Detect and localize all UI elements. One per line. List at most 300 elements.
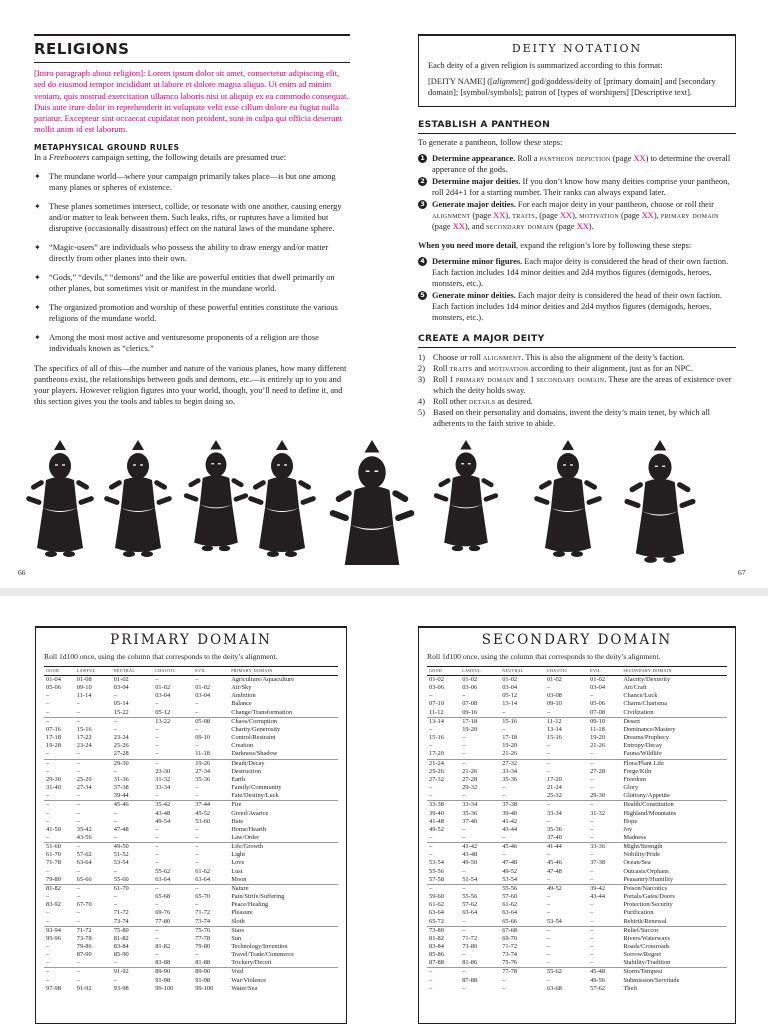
domain-cell: Sloth bbox=[231, 917, 245, 925]
roll-range-cell: 65-66 bbox=[502, 917, 518, 925]
page-title: RELIGIONS bbox=[34, 34, 350, 63]
roll-range-cell: – bbox=[590, 784, 594, 792]
roll-range-cell: 49-52 bbox=[545, 884, 588, 893]
major-step-1: 1) Choose or roll alignment. This is also the alignment of the deity’s faction. bbox=[418, 353, 685, 362]
roll-range-cell: 81-86 bbox=[462, 959, 478, 967]
roll-range-cell: 27-28 bbox=[462, 775, 478, 783]
table-row bbox=[427, 959, 727, 968]
roll-range-cell: 19-20 bbox=[590, 734, 606, 742]
roll-range-cell: – bbox=[462, 750, 466, 758]
roll-range-cell: 81-82 bbox=[44, 884, 75, 893]
roll-range-cell: 25-32 bbox=[546, 792, 562, 800]
roll-range-cell: 35-36 bbox=[502, 775, 518, 783]
roll-range-cell: – bbox=[153, 884, 193, 893]
roll-range-cell: 63-64 bbox=[429, 909, 444, 917]
deity-notation-box bbox=[418, 34, 736, 107]
roll-range-cell: – bbox=[429, 692, 433, 700]
roll-range-cell: – bbox=[155, 825, 159, 833]
roll-range-cell: 01-02 bbox=[502, 676, 518, 683]
roll-range-cell: – bbox=[44, 759, 75, 768]
roll-range-cell: – bbox=[590, 901, 594, 909]
roll-range-cell: – bbox=[429, 851, 433, 859]
roll-range-cell: 33-34 bbox=[460, 801, 500, 810]
roll-range-cell: 15-16 bbox=[76, 725, 92, 733]
table-row bbox=[427, 884, 727, 893]
roll-range-cell: 41-42 bbox=[460, 843, 500, 852]
roll-range-cell: – bbox=[113, 725, 117, 733]
roll-range-cell: 47-48 bbox=[502, 859, 518, 867]
roll-range-cell: – bbox=[546, 851, 551, 859]
ground-rule-item: ✦ These planes sometimes intersect, collide, or resonate with one another, causing energy and/or matter to leak between them. Such leaks, rifts, or ruptures have a limited but disruptive (occasionally disastrous) effect on the natural laws of the mundane sphere. bbox=[34, 201, 342, 233]
roll-range-cell: – bbox=[427, 884, 460, 893]
roll-range-cell: – bbox=[502, 792, 506, 800]
roll-range-cell: 93-98 bbox=[113, 984, 129, 992]
domain-cell: Roads/Crossroads bbox=[623, 943, 670, 950]
roll-range-cell: – bbox=[546, 951, 551, 959]
table-row bbox=[427, 943, 727, 951]
roll-range-cell: – bbox=[112, 717, 153, 726]
roll-range-cell: 87-88 bbox=[462, 976, 478, 984]
domain-cell: Entropy/Decay bbox=[623, 742, 663, 750]
column-header: lawful bbox=[75, 667, 112, 676]
roll-range-cell: 89-90 bbox=[153, 968, 193, 977]
column-header: good bbox=[44, 667, 75, 676]
table-row bbox=[427, 893, 727, 901]
ground-rule-item: ✦ Among the most most active and venturesome proponents of a religion are those individuals known as “clerics.” bbox=[34, 332, 319, 353]
roll-range-cell: 15-22 bbox=[113, 708, 129, 716]
roll-range-cell: 01-02 bbox=[429, 676, 444, 683]
column-header: lawful bbox=[460, 667, 500, 676]
roll-range-cell: 77-78 bbox=[195, 934, 211, 942]
table-row bbox=[427, 684, 727, 692]
roll-range-cell: 39-44 bbox=[113, 792, 129, 800]
roll-range-cell: 71-72 bbox=[195, 909, 211, 917]
roll-range-cell: 35-36 bbox=[462, 809, 478, 817]
roll-range-cell: 01-02 bbox=[590, 676, 606, 683]
closing-paragraph: The specifics of all of this—the number and nature of the various planes, how many different pantheons exist, the relationships between gods and demons, etc.—is entirely up to you and your players. However religion figures into your world, though, you’ll need to define it, and this section gives you the tools and tables to begin doing so. bbox=[34, 363, 347, 406]
roll-range-cell: 65-66 bbox=[76, 875, 92, 883]
roll-range-cell: 75-80 bbox=[112, 926, 153, 935]
roll-range-cell: – bbox=[75, 843, 112, 852]
krishna-figure bbox=[433, 440, 499, 551]
roll-range-cell: – bbox=[44, 801, 75, 810]
roll-range-cell: – bbox=[545, 759, 588, 768]
roll-range-cell: 23-30 bbox=[155, 767, 171, 775]
roll-range-cell: 73-80 bbox=[427, 926, 460, 935]
roll-range-cell: 47-48 bbox=[546, 867, 562, 875]
roll-range-cell: 69-76 bbox=[155, 909, 171, 917]
roll-range-cell: – bbox=[46, 809, 50, 817]
roll-range-cell: 39-40 bbox=[429, 809, 444, 817]
roll-range-cell: 59-60 bbox=[429, 893, 444, 901]
roll-range-cell: 73-78 bbox=[76, 934, 92, 942]
domain-cell: Death/Decay bbox=[229, 759, 338, 768]
table-row bbox=[427, 742, 727, 750]
roll-range-cell: – bbox=[546, 909, 551, 917]
table-row bbox=[44, 776, 338, 784]
roll-range-cell: – bbox=[195, 825, 199, 833]
table-row bbox=[44, 810, 338, 818]
roll-range-cell: 93-94 bbox=[44, 926, 75, 935]
roll-range-cell: 55-62 bbox=[545, 968, 588, 977]
roll-range-cell: 01-02 bbox=[462, 676, 478, 683]
major-deity-list bbox=[418, 352, 736, 429]
domain-cell: Hope bbox=[623, 817, 638, 825]
roll-range-cell: 97-98 bbox=[46, 984, 61, 992]
roll-range-cell: 15-16 bbox=[429, 734, 444, 742]
bullet-star-icon: ✦ bbox=[34, 171, 41, 181]
roll-range-cell: 63-68 bbox=[546, 984, 562, 992]
roll-range-cell: 37-40 bbox=[546, 833, 562, 841]
roll-range-cell: 91-98 bbox=[155, 976, 171, 984]
domain-cell: Purification bbox=[623, 909, 654, 917]
ground-rules-list bbox=[34, 171, 350, 354]
column-header: good bbox=[427, 667, 460, 676]
roll-range-cell: 05-12 bbox=[502, 692, 518, 700]
pantheon-step-4: 4 Determine minor figures. Each major deity is considered the head of their own faction. Each faction includes 1d4 minor deities and 2d4 mythos figures (demigods, heroes, monsters, etc.). bbox=[418, 256, 736, 289]
roll-range-cell: 81-82 bbox=[113, 934, 129, 942]
domain-cell: Balance bbox=[231, 700, 252, 708]
domain-cell: Submission/Servitude bbox=[623, 976, 680, 984]
domain-cell: Flora/Plant Life bbox=[621, 759, 727, 768]
domain-cell: Outcasts/Orphans bbox=[623, 867, 669, 875]
roll-range-cell: 41-48 bbox=[429, 817, 444, 825]
domain-cell: Chance/Luck bbox=[623, 692, 658, 700]
roll-range-cell: 95-96 bbox=[46, 934, 61, 942]
domain-cell: Civilization bbox=[623, 708, 654, 716]
table-row bbox=[44, 901, 338, 909]
domain-cell: Stability/Tradition bbox=[623, 959, 671, 967]
table-row bbox=[427, 692, 727, 700]
roll-range-cell: – bbox=[460, 884, 500, 893]
roll-range-cell: 67-68 bbox=[500, 926, 545, 935]
roll-range-cell: 45-46 bbox=[546, 859, 562, 867]
roll-range-cell: – bbox=[193, 843, 229, 852]
primary-domain-desc: Roll 1d100 once, using the column that corresponds to the deity’s alignment. bbox=[44, 652, 278, 661]
secondary-domain-box bbox=[418, 626, 736, 1024]
roll-range-cell: 05-14 bbox=[113, 700, 129, 708]
roll-range-cell: – bbox=[76, 867, 80, 875]
roll-range-cell: – bbox=[76, 700, 80, 708]
roll-range-cell: – bbox=[588, 801, 621, 810]
roll-range-cell: – bbox=[76, 809, 80, 817]
domain-cell: Void bbox=[229, 968, 338, 977]
table-row bbox=[427, 759, 727, 768]
roll-range-cell: – bbox=[75, 884, 112, 893]
roll-range-cell: 07-08 bbox=[462, 700, 478, 708]
roll-range-cell: – bbox=[462, 792, 466, 800]
roll-range-cell: – bbox=[195, 708, 199, 716]
roll-range-cell: – bbox=[427, 968, 460, 977]
roll-range-cell: – bbox=[46, 792, 50, 800]
domain-cell: Ambition bbox=[231, 692, 256, 700]
domain-cell: Love bbox=[231, 859, 245, 867]
roll-range-cell: – bbox=[546, 684, 551, 692]
major-step-2: 2) Roll traits and motivation according to their alignment, just as for an NPC. bbox=[418, 364, 693, 373]
roll-range-cell: 21-24 bbox=[546, 784, 562, 792]
roll-range-cell: 77-80 bbox=[155, 917, 171, 925]
roll-range-cell: – bbox=[462, 917, 466, 925]
roll-range-cell: 69-70 bbox=[502, 934, 518, 942]
roll-range-cell: – bbox=[195, 951, 199, 959]
roll-range-cell: – bbox=[113, 901, 117, 909]
roll-range-cell: 19-26 bbox=[193, 759, 229, 768]
roll-range-cell: 83-84 bbox=[113, 943, 129, 950]
roll-range-cell: 23-24 bbox=[113, 734, 129, 742]
roll-range-cell: 43-44 bbox=[590, 893, 606, 901]
roll-range-cell: – bbox=[429, 984, 433, 992]
roll-range-cell: – bbox=[429, 976, 433, 984]
roll-range-cell: 49-52 bbox=[502, 867, 518, 875]
roll-range-cell: 17-18 bbox=[502, 734, 518, 742]
roll-range-cell: – bbox=[155, 750, 159, 758]
roll-range-cell: 57-62 bbox=[462, 901, 478, 909]
roll-range-cell: 53-54 bbox=[502, 875, 518, 883]
roll-range-cell: 13-14 bbox=[546, 725, 562, 733]
roll-range-cell: – bbox=[75, 717, 112, 726]
domain-cell: Relief/Succor bbox=[621, 926, 727, 935]
roll-range-cell: 63-64 bbox=[502, 909, 518, 917]
domain-cell: Peace/Healing bbox=[231, 901, 269, 909]
roll-range-cell: – bbox=[195, 833, 199, 841]
domain-cell: Travel/Trade/Commerce bbox=[231, 951, 294, 959]
pantheon-step-3: 3 Generate major deities. For each major deity in your pantheon, choose or roll their alignment (page XX), traits, (page XX), motivation (page XX), primary domain (page XX), and secondary domain (page XX). bbox=[418, 199, 736, 232]
roll-range-cell: – bbox=[590, 817, 594, 825]
roll-range-cell: – bbox=[76, 976, 80, 984]
domain-cell: Nobility/Pride bbox=[623, 851, 660, 859]
roll-range-cell: 21-26 bbox=[590, 742, 606, 750]
roll-range-cell: – bbox=[155, 676, 159, 683]
roll-range-cell: 83-92 bbox=[46, 901, 61, 909]
roll-range-cell: 25-26 bbox=[113, 742, 129, 750]
roll-range-cell: 25-26 bbox=[429, 767, 444, 775]
roll-range-cell: 45-48 bbox=[588, 968, 621, 977]
domain-cell: Rivers/Waterways bbox=[623, 934, 671, 942]
domain-cell: Pain/Strife/Suffering bbox=[231, 893, 285, 901]
roll-range-cell: – bbox=[502, 851, 506, 859]
table-row bbox=[44, 692, 338, 700]
domain-cell: Nature bbox=[229, 884, 338, 893]
roll-range-cell: 71-78 bbox=[46, 859, 61, 867]
roll-range-cell: 77-78 bbox=[500, 968, 545, 977]
column-header: evil bbox=[588, 667, 621, 676]
table-row bbox=[427, 810, 727, 818]
table-row bbox=[427, 909, 727, 917]
roll-range-cell: – bbox=[46, 951, 50, 959]
rama-figure bbox=[533, 440, 602, 557]
roll-range-cell: 53-60 bbox=[195, 817, 211, 825]
domain-cell: Portals/Gates/Doors bbox=[623, 893, 675, 901]
domain-cell: Darkness/Shadow bbox=[231, 750, 278, 758]
kali-figure bbox=[183, 440, 249, 551]
roll-range-cell: 37-38 bbox=[500, 801, 545, 810]
roll-range-cell: 55-56 bbox=[500, 884, 545, 893]
roll-range-cell: – bbox=[155, 725, 159, 733]
roll-range-cell: 37-38 bbox=[590, 859, 606, 867]
roll-range-cell: – bbox=[462, 825, 466, 833]
roll-range-cell: – bbox=[46, 959, 50, 967]
roll-range-cell: – bbox=[546, 708, 551, 716]
table-row bbox=[44, 700, 338, 708]
roll-range-cell: – bbox=[76, 708, 80, 716]
roll-range-cell: – bbox=[195, 901, 199, 909]
roll-range-cell: 01-02 bbox=[113, 676, 129, 683]
primary-domain-title: PRIMARY DOMAIN bbox=[110, 632, 272, 648]
step-number-3: 3 bbox=[418, 200, 427, 209]
roll-range-cell: – bbox=[427, 843, 460, 852]
table-row bbox=[427, 918, 727, 927]
roll-range-cell: 05-12 bbox=[155, 708, 171, 716]
table-row bbox=[44, 726, 338, 734]
roll-range-cell: – bbox=[462, 742, 466, 750]
roll-range-cell: 07-16 bbox=[46, 725, 61, 733]
bullet-star-icon: ✦ bbox=[34, 201, 41, 211]
table-row bbox=[44, 884, 338, 893]
roll-range-cell: – bbox=[546, 943, 551, 950]
roll-range-cell: 17-20 bbox=[546, 775, 562, 783]
roll-range-cell: 61-70 bbox=[46, 851, 61, 859]
table-row bbox=[44, 684, 338, 692]
roll-range-cell: 29-30 bbox=[46, 775, 61, 783]
roll-range-cell: 09-10 bbox=[195, 734, 211, 742]
roll-range-cell: 33-36 bbox=[588, 843, 621, 852]
table-row bbox=[427, 826, 727, 834]
roll-range-cell: – bbox=[46, 750, 50, 758]
major-step-5: 5) Based on their personality and domains, invent the deity’s main tenet, by which all adherents to the faith strive to abide. bbox=[418, 408, 711, 428]
table-row bbox=[427, 709, 727, 718]
page-number-right: 67 bbox=[738, 568, 746, 577]
roll-range-cell: – bbox=[590, 875, 594, 883]
roll-range-cell: 19-20 bbox=[502, 742, 518, 750]
roll-range-cell: – bbox=[195, 859, 199, 867]
pantheon-lead: To generate a pantheon, follow these steps: bbox=[418, 138, 563, 147]
roll-range-cell: – bbox=[462, 833, 466, 841]
table-row bbox=[427, 700, 727, 708]
domain-cell: Charm/Charisma bbox=[623, 700, 668, 708]
domain-cell: Fauna/Wildlife bbox=[623, 750, 662, 758]
domain-cell: Home/Hearth bbox=[231, 825, 266, 833]
domain-cell: Poison/Narcotics bbox=[621, 884, 727, 893]
page-number-left: 66 bbox=[18, 568, 26, 577]
ground-rules-lead: In a Freebooters campaign setting, the following details are presumed true: bbox=[34, 152, 287, 162]
roll-range-cell: 37-40 bbox=[462, 817, 478, 825]
roll-range-cell: 65-70 bbox=[195, 893, 211, 901]
roll-range-cell: – bbox=[113, 867, 117, 875]
roll-range-cell: 43-48 bbox=[462, 851, 478, 859]
roll-range-cell: 61-62 bbox=[502, 901, 518, 909]
roll-range-cell: 91-92 bbox=[76, 984, 92, 992]
domain-cell: Stars bbox=[229, 926, 338, 935]
notation-format: [DEITY NAME] ([alignment] god/goddess/deity of [primary domain] and [secondary domain]; [symbol/symbols]; patron of [types of worshipers] [Descriptive text]. bbox=[428, 77, 716, 97]
roll-range-cell: 37-44 bbox=[193, 801, 229, 810]
roll-range-cell: 15-16 bbox=[546, 734, 562, 742]
roll-range-cell: – bbox=[113, 692, 117, 700]
roll-range-cell: – bbox=[155, 859, 159, 867]
roll-range-cell: 19-28 bbox=[46, 742, 61, 750]
roll-range-cell: 21-26 bbox=[502, 750, 518, 758]
roll-range-cell: – bbox=[590, 867, 594, 875]
table-row bbox=[44, 759, 338, 768]
column-header: neutral bbox=[112, 667, 153, 676]
roll-range-cell: 83-88 bbox=[155, 959, 171, 967]
domain-cell: Pleasure bbox=[231, 909, 253, 917]
roll-range-cell: – bbox=[545, 926, 588, 935]
roll-range-cell: 01-04 bbox=[46, 676, 61, 683]
column-header: chaotic bbox=[545, 667, 588, 676]
roll-range-cell: 27-34 bbox=[195, 767, 211, 775]
roll-range-cell: – bbox=[113, 959, 117, 967]
roll-range-cell: – bbox=[546, 959, 551, 967]
domain-cell: Freedom bbox=[623, 775, 647, 783]
domain-cell: Hate bbox=[231, 817, 244, 825]
roll-range-cell: 57-62 bbox=[590, 984, 606, 992]
table-row bbox=[44, 918, 338, 927]
roll-range-cell: 39-40 bbox=[502, 809, 518, 817]
roll-range-cell: 05-06 bbox=[590, 700, 606, 708]
deity-figures-illustration bbox=[20, 440, 748, 565]
roll-range-cell: – bbox=[155, 851, 159, 859]
roll-range-cell: – bbox=[153, 843, 193, 852]
pantheon-heading: ESTABLISH A PANTHEON bbox=[418, 119, 736, 134]
domain-cell: Desert bbox=[621, 717, 727, 726]
roll-range-cell: 75-76 bbox=[502, 959, 518, 967]
roll-range-cell: 35-36 bbox=[546, 825, 562, 833]
domain-cell: Technology/Invention bbox=[231, 943, 288, 950]
roll-range-cell: 01-02 bbox=[195, 684, 211, 692]
roll-range-cell: 85-86 bbox=[429, 951, 444, 959]
ground-rule-item: ✦ The mundane world—where your campaign primarily takes place—is but one among many planes or spheres of existence. bbox=[34, 171, 336, 192]
roll-range-cell: – bbox=[195, 725, 199, 733]
notation-lead: Each deity of a given religion is summarized according to this format: bbox=[428, 61, 663, 70]
table-row bbox=[44, 926, 338, 935]
roll-range-cell: – bbox=[546, 750, 551, 758]
roll-range-cell: 85-90 bbox=[113, 951, 129, 959]
bullet-star-icon: ✦ bbox=[34, 272, 41, 282]
domain-cell: Control/Restraint bbox=[231, 734, 276, 742]
roll-range-cell: 11-14 bbox=[76, 692, 92, 700]
roll-range-cell: 87-90 bbox=[76, 951, 92, 959]
roll-range-cell: – bbox=[155, 742, 159, 750]
table-row bbox=[427, 859, 727, 867]
roll-range-cell: 21-24 bbox=[427, 759, 460, 768]
roll-range-cell: 45-46 bbox=[112, 801, 153, 810]
column-header: primary domain bbox=[229, 667, 338, 676]
roll-range-cell: – bbox=[76, 750, 80, 758]
saraswati-figure bbox=[624, 440, 697, 563]
domain-cell: Dreams/Prophecy bbox=[623, 734, 670, 742]
roll-range-cell: 45-52 bbox=[195, 809, 211, 817]
table-row bbox=[427, 834, 727, 843]
domain-cell: Glory bbox=[623, 784, 639, 792]
roll-range-cell: 79-80 bbox=[195, 943, 211, 950]
roll-range-cell: – bbox=[590, 943, 594, 950]
table-row bbox=[427, 851, 727, 859]
roll-range-cell: – bbox=[502, 725, 506, 733]
ground-rule-item: ✦ The organized promotion and worship of these powerful entities constitute the various religions of the mundane world. bbox=[34, 302, 338, 323]
roll-range-cell: – bbox=[76, 959, 80, 967]
roll-range-cell: – bbox=[46, 943, 50, 950]
roll-range-cell: 03-06 bbox=[462, 684, 478, 692]
roll-range-cell: 03-04 bbox=[590, 684, 606, 692]
roll-range-cell: – bbox=[462, 984, 466, 992]
domain-cell: Art/Craft bbox=[623, 684, 647, 692]
roll-range-cell: 55-56 bbox=[462, 893, 478, 901]
roll-range-cell: – bbox=[429, 742, 433, 750]
intro-paragraph: [Intro paragraph about religion]: Lorem ipsum dolor sit amet, consectetur adipiscing elit, sed do eiusmod tempor incididunt ut labore et dolore magna aliqua. Ut enim ad minim veniam, quis nostrud exercitation ullamco laboris nisi ut aliquip ex ea commodo consequat. Duis aute irure dolor in reprehenderit in voluptate velit esse cillum dolore eu fugiat nulla pariatur. Excepteur sint occaecat cupidatat non proident, sunt in culpa qui officia deserunt mollit anim id est laborum. bbox=[34, 68, 349, 135]
table-row bbox=[427, 876, 727, 885]
domain-cell: Air/Sky bbox=[231, 684, 252, 692]
table-row bbox=[44, 717, 338, 726]
